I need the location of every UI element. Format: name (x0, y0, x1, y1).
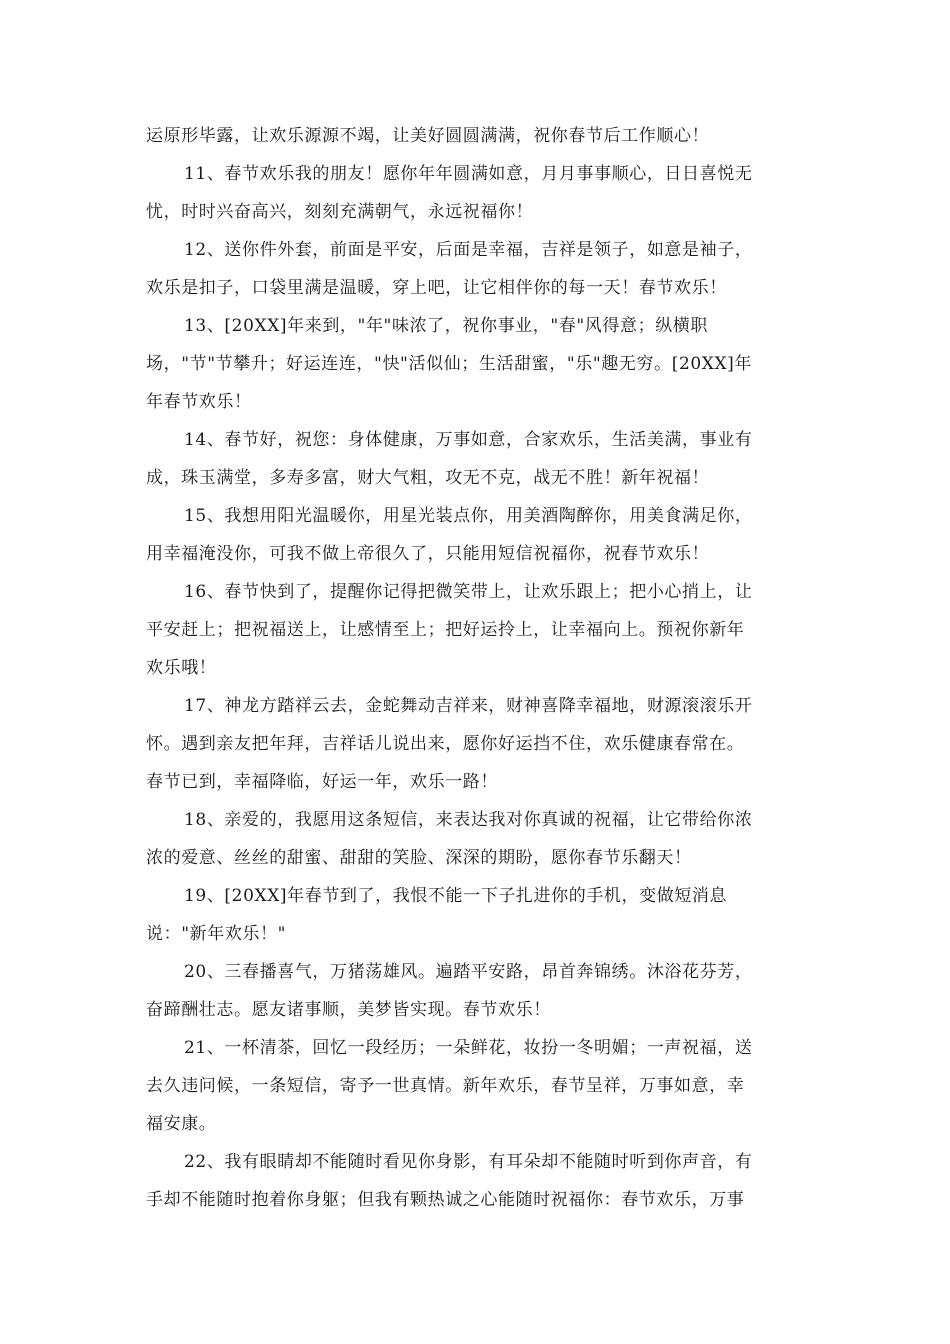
text-line: 去久违问候，一条短信，寄予一世真情。新年欢乐，春节呈祥，万事如意，幸 (146, 1076, 745, 1096)
text-line: 12、送你件外套，前面是平安，后面是幸福，吉祥是领子，如意是袖子， (184, 240, 753, 260)
text-line: 14、春节好，祝您：身体健康，万事如意，合家欢乐，生活美满，事业有 (184, 430, 753, 450)
text-line: 欢乐是扣子，口袋里满是温暖，穿上吧，让它相伴你的每一天！春节欢乐！ (146, 278, 727, 298)
document-body (146, 117, 806, 1219)
text-line: 忧，时时兴奋高兴，刻刻充满朝气，永远祝福你！ (146, 202, 534, 222)
text-line: 怀。遇到亲友把年拜，吉祥话儿说出来，愿你好运挡不住，欢乐健康春常在。 (146, 734, 745, 754)
text-line: 15、我想用阳光温暖你，用星光装点你，用美酒陶醉你，用美食满足你， (184, 506, 753, 526)
text-line: 欢乐哦！ (146, 658, 217, 678)
text-line: 运原形毕露，让欢乐源源不竭，让美好圆圆满满，祝你春节后工作顺心！ (146, 126, 710, 146)
text-line: 20、三春播喜气，万猪荡雄风。遍踏平安路，昂首奔锦绣。沐浴花芬芳， (184, 962, 753, 982)
text-line: 13、[20XX]年来到，"年"味浓了，祝你事业，"春"风得意；纵横职 (184, 316, 709, 336)
text-line: 场，"节"节攀升；好运连连，"快"活似仙；生活甜蜜，"乐"趣无穷。[20XX]年 (146, 354, 753, 374)
text-line: 16、春节快到了，提醒你记得把微笑带上，让欢乐跟上；把小心捎上，让 (184, 582, 753, 602)
text-line: 春节已到，幸福降临，好运一年，欢乐一路！ (146, 772, 498, 792)
text-line: 年春节欢乐！ (146, 392, 252, 412)
text-line: 平安赶上；把祝福送上，让感情至上；把好运拎上，让幸福向上。预祝你新年 (146, 620, 745, 640)
text-line: 奋蹄酬壮志。愿友诸事顺，美梦皆实现。春节欢乐！ (146, 1000, 551, 1020)
text-line: 成，珠玉满堂，多寿多富，财大气粗，攻无不克，战无不胜！新年祝福！ (146, 468, 710, 488)
text-line: 19、[20XX]年春节到了，我恨不能一下子扎进你的手机，变做短消息 (184, 886, 728, 906)
text-line: 浓的爱意、丝丝的甜蜜、甜甜的笑脸、深深的期盼，愿你春节乐翻天！ (146, 848, 692, 868)
text-line: 用幸福淹没你，可我不做上帝很久了，只能用短信祝福你，祝春节欢乐！ (146, 544, 710, 564)
text-line: 18、亲爱的，我愿用这条短信，来表达我对你真诚的祝福，让它带给你浓 (184, 810, 753, 830)
text-line: 11、春节欢乐我的朋友！愿你年年圆满如意，月月事事顺心，日日喜悦无 (184, 164, 753, 184)
text-line: 说："新年欢乐！" (146, 924, 287, 944)
text-line: 22、我有眼睛却不能随时看见你身影，有耳朵却不能随时听到你声音，有 (184, 1152, 753, 1172)
text-line: 21、一杯清茶，回忆一段经历；一朵鲜花，妆扮一冬明媚；一声祝福，送 (184, 1038, 753, 1058)
text-line: 福安康。 (146, 1114, 217, 1134)
text-line: 手却不能随时抱着你身躯；但我有颗热诚之心能随时祝福你：春节欢乐，万事 (146, 1190, 745, 1210)
text-line: 17、神龙方踏祥云去，金蛇舞动吉祥来，财神喜降幸福地，财源滚滚乐开 (184, 696, 753, 716)
